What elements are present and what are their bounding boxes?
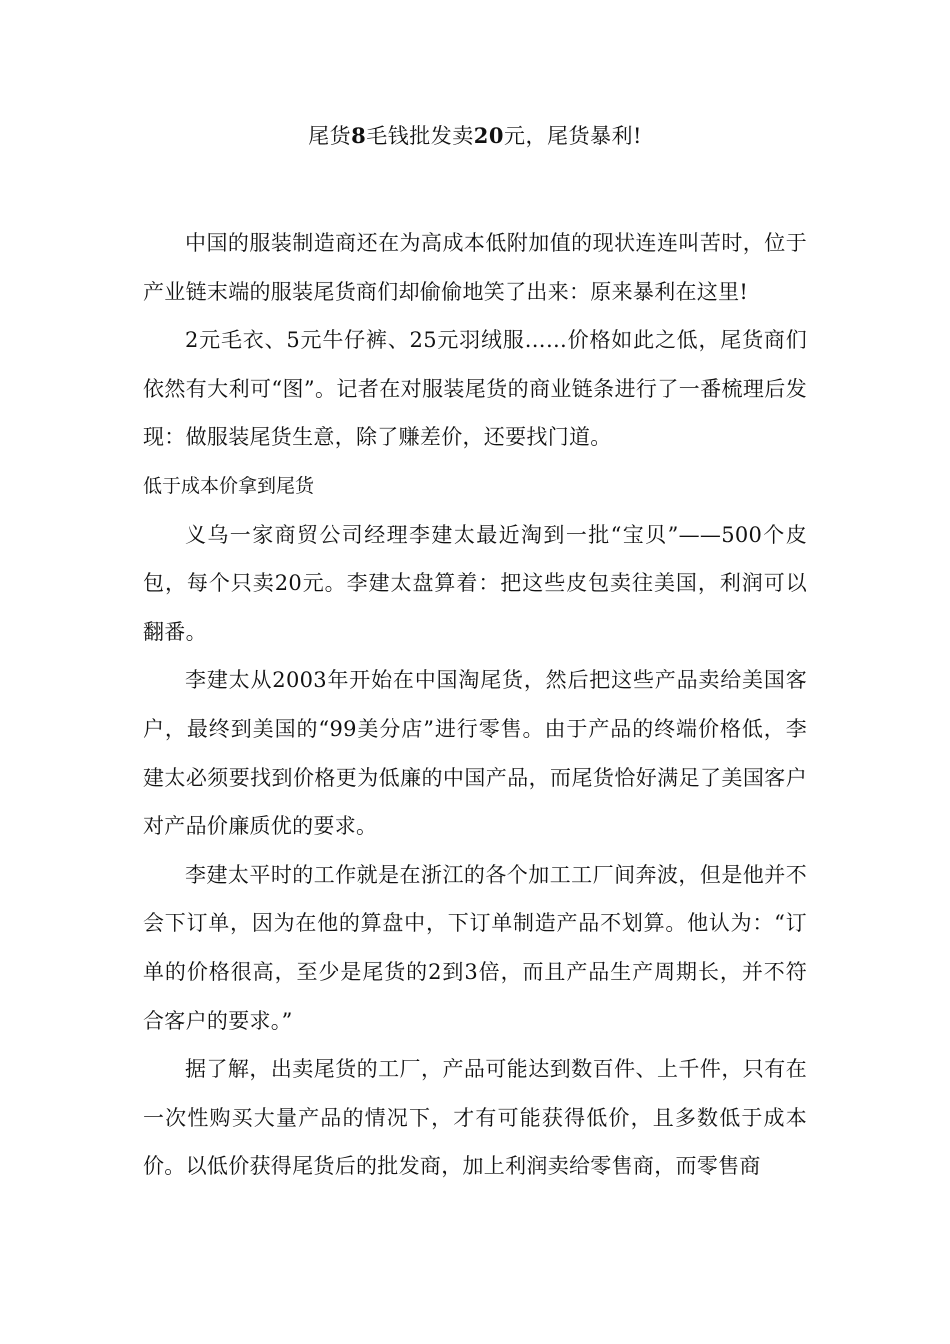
paragraph-intro-2: 2元毛衣、5元牛仔裤、25元羽绒服……价格如此之低，尾货商们依然有大利可“图”。记者在对服装尾货的商业链条进行了一番梳理后发现：做服装尾货生意，除了赚差价，还要找门道。 bbox=[143, 328, 807, 450]
section-heading: 低于成本价拿到尾货 bbox=[143, 474, 315, 497]
paragraph-section-1: 义乌一家商贸公司经理李建太最近淘到一批“宝贝”——500个皮包，每个只卖20元。李建太盘算着：把这些皮包卖往美国，利润可以翻番。 bbox=[143, 522, 807, 644]
title-text-2: 毛钱批发卖 bbox=[366, 124, 474, 148]
title-text-3: 元，尾货暴利! bbox=[503, 124, 642, 148]
paragraph-intro-1: 中国的服装制造商还在为高成本低附加值的现状连连叫苦时，位于产业链末端的服装尾货商们却偷偷地笑了出来：原来暴利在这里! bbox=[143, 231, 807, 304]
title-number-2: 20 bbox=[473, 123, 504, 148]
document-title bbox=[0, 120, 950, 152]
paragraph-section-3: 李建太平时的工作就是在浙江的各个加工工厂间奔波，但是他并不会下订单，因为在他的算盘中，下订单制造产品不划算。他认为：“订单的价格很高，至少是尾货的2到3倍，而且产品生产周期长，并不符合客户的要求。” bbox=[143, 862, 807, 1033]
article-body bbox=[143, 219, 807, 1191]
paragraph-section-4: 据了解，出卖尾货的工厂，产品可能达到数百件、上千件，只有在一次性购买大量产品的情况下，才有可能获得低价，且多数低于成本价。以低价获得尾货后的批发商，加上利润卖给零售商，而零售商 bbox=[143, 1057, 807, 1179]
title-text-1: 尾货 bbox=[308, 124, 352, 148]
paragraph-section-2: 李建太从2003年开始在中国淘尾货，然后把这些产品卖给美国客户，最终到美国的“99美分店”进行零售。由于产品的终端价格低，李建太必须要找到价格更为低廉的中国产品，而尾货恰好满足了美国客户对产品价廉质优的要求。 bbox=[143, 668, 807, 839]
title-number-1: 8 bbox=[351, 123, 367, 148]
